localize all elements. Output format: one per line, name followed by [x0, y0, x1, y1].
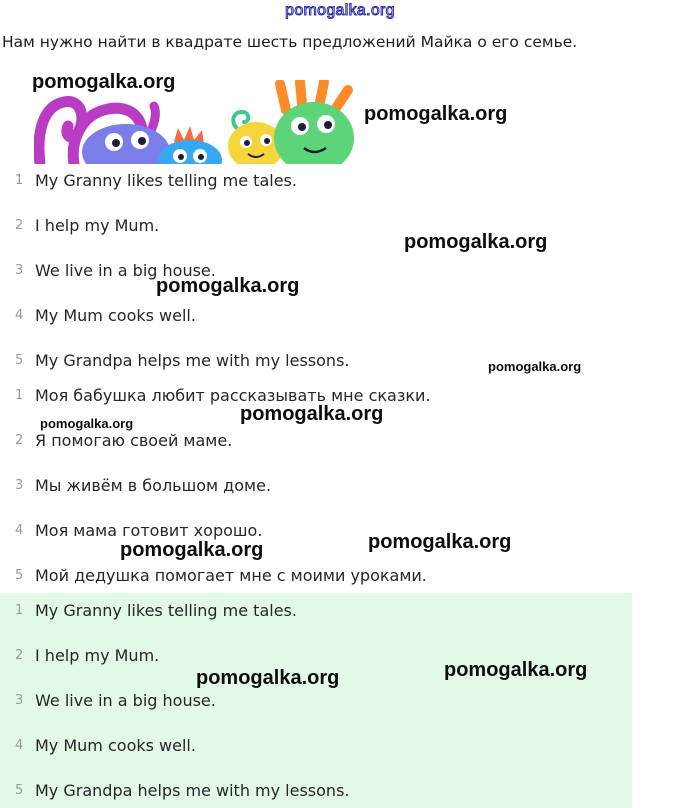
english-list-item: [0, 166, 632, 196]
item-text: My Mum cooks well.: [35, 306, 196, 325]
item-number: 4: [15, 738, 24, 753]
item-text: Мы живём в большом доме.: [35, 476, 272, 495]
item-text: My Granny likes telling me tales.: [35, 171, 297, 190]
item-text: Мой дедушка помогает мне с моими уроками.: [35, 566, 427, 585]
english-list-item: [0, 256, 632, 286]
item-text: Моя мама готовит хорошо.: [35, 521, 263, 540]
item-text: Я помогаю своей маме.: [35, 431, 233, 450]
item-number: 5: [15, 783, 24, 798]
item-text: My Granny likes telling me tales.: [35, 601, 297, 620]
answer-list-item: [0, 686, 632, 716]
watermark: pomogalka.org: [368, 531, 512, 553]
item-text: I help my Mum.: [35, 216, 160, 235]
item-text: We live in a big house.: [35, 261, 216, 280]
task-text: Нам нужно найти в квадрате шесть предложений Майка о его семье.: [2, 33, 578, 51]
item-number: 3: [15, 263, 24, 278]
answer-list-item: [0, 776, 632, 806]
item-number: 5: [15, 353, 24, 368]
site-header-watermark: pomogalka.org: [285, 2, 395, 19]
item-number: 2: [15, 218, 24, 233]
item-text: Моя бабушка любит рассказывать мне сказки.: [35, 386, 431, 405]
item-text: We live in a big house.: [35, 691, 216, 710]
russian-list-item: [0, 471, 632, 501]
watermark: pomogalka.org: [32, 71, 176, 93]
watermark: pomogalka.org: [364, 103, 508, 125]
item-number: 3: [15, 693, 24, 708]
english-list-item: [0, 301, 632, 331]
item-number: 4: [15, 308, 24, 323]
russian-list-item: [0, 561, 632, 591]
item-number: 3: [15, 478, 24, 493]
item-number: 2: [15, 648, 24, 663]
watermark: pomogalka.org: [488, 359, 582, 374]
item-number: 2: [15, 433, 24, 448]
watermark: pomogalka.org: [120, 539, 264, 561]
item-number: 5: [15, 568, 24, 583]
answer-list-item: [0, 596, 632, 626]
watermark: pomogalka.org: [156, 275, 300, 297]
watermark: pomogalka.org: [240, 403, 384, 425]
russian-list-item: [0, 516, 632, 546]
item-number: 1: [15, 173, 24, 188]
answer-list-item: [0, 731, 632, 761]
item-number: 1: [15, 603, 24, 618]
watermark: pomogalka.org: [196, 667, 340, 689]
item-text: My Grandpa helps me with my lessons.: [35, 781, 350, 800]
item-text: My Mum cooks well.: [35, 736, 196, 755]
watermark: pomogalka.org: [40, 416, 134, 431]
item-text: I help my Mum.: [35, 646, 160, 665]
item-number: 1: [15, 388, 24, 403]
item-text: My Grandpa helps me with my lessons.: [35, 351, 350, 370]
watermark: pomogalka.org: [404, 231, 548, 253]
item-number: 4: [15, 523, 24, 538]
watermark: pomogalka.org: [444, 659, 588, 681]
